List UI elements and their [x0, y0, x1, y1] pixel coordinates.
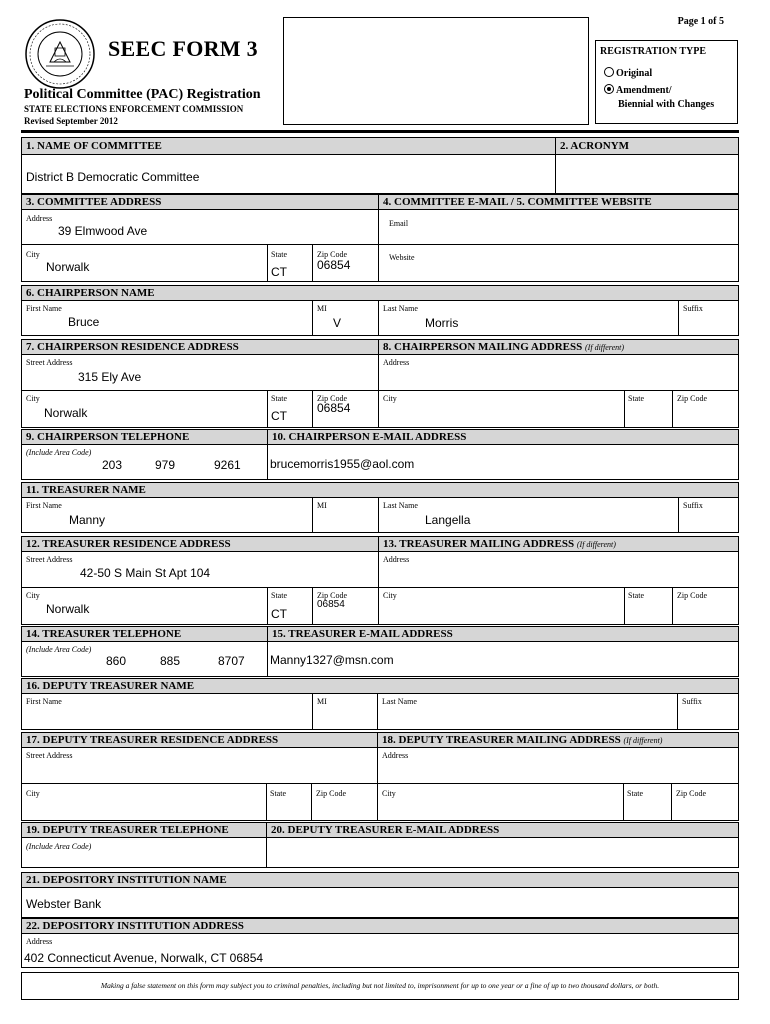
treas-phone-area: 860	[106, 654, 127, 668]
s8-note: (If different)	[585, 343, 625, 352]
s4-header	[378, 194, 739, 210]
suffix-label: Suffix	[683, 501, 703, 510]
chair-phone-field[interactable]	[21, 444, 268, 480]
committee-state-field[interactable]	[267, 244, 313, 282]
treas-state-value: CT	[271, 607, 287, 621]
zip-label: Zip Code	[677, 591, 707, 600]
treas-first-value: Manny	[69, 513, 106, 527]
treas-zip-value: 06854	[317, 599, 345, 610]
committee-address-value: 39 Elmwood Ave	[58, 224, 148, 238]
chair-last-value: Morris	[425, 316, 459, 330]
area-code-note: (Include Area Code)	[26, 645, 92, 654]
state-label: State	[628, 591, 644, 600]
treas-city-value: Norwalk	[46, 602, 90, 616]
form-subtitle: Political Committee (PAC) Registration	[24, 87, 261, 102]
deputy-first-field[interactable]	[21, 693, 313, 730]
s13-header	[378, 536, 739, 552]
original-radio[interactable]	[604, 67, 614, 77]
state-label: State	[627, 789, 643, 798]
s7-label: 7. CHAIRPERSON RESIDENCE ADDRESS	[26, 341, 239, 353]
treas-street-field[interactable]	[21, 551, 379, 588]
s8-header	[378, 339, 739, 355]
committee-city-value: Norwalk	[46, 260, 90, 274]
committee-city-field[interactable]	[21, 244, 268, 282]
treas-city-field[interactable]	[21, 587, 268, 625]
s1-header	[21, 137, 556, 155]
committee-email-field[interactable]	[378, 209, 739, 245]
s18-header	[377, 732, 739, 748]
chair-first-value: Bruce	[68, 315, 100, 329]
s7-header	[21, 339, 379, 355]
s22-header	[21, 918, 739, 934]
registration-type-title: REGISTRATION TYPE	[600, 46, 707, 57]
s16-header	[21, 678, 739, 694]
email-label: Email	[389, 219, 409, 228]
chair-state-value: CT	[271, 409, 287, 423]
s18-note: (If different)	[623, 736, 663, 745]
suffix-label: Suffix	[682, 697, 702, 706]
s13-label-wrap	[383, 537, 616, 552]
chair-state-field[interactable]	[267, 390, 313, 428]
s19-label: 19. DEPUTY TREASURER TELEPHONE	[26, 824, 229, 836]
city-label: City	[26, 250, 40, 259]
acronym-field[interactable]	[555, 154, 739, 194]
address-label: Address	[383, 555, 410, 564]
deputy-email-field[interactable]	[266, 837, 739, 868]
chair-mi-field[interactable]	[312, 300, 379, 336]
zip-label: Zip Code	[317, 394, 347, 403]
deputy-zip-field[interactable]	[311, 783, 378, 821]
s18-label: 18. DEPUTY TREASURER MAILING ADDRESS	[382, 734, 621, 746]
committee-name-value: District B Democratic Committee	[26, 170, 200, 184]
seal-logo	[24, 18, 96, 90]
s21-header	[21, 872, 739, 888]
s9-header	[21, 429, 268, 445]
first-name-label: First Name	[26, 304, 62, 313]
street-address-label: Street Address	[26, 555, 73, 564]
bank-name-field[interactable]	[21, 887, 739, 918]
state-label: State	[628, 394, 644, 403]
s2-label: 2. ACRONYM	[560, 140, 630, 152]
s11-label: 11. TREASURER NAME	[26, 484, 146, 496]
s15-label: 15. TREASURER E-MAIL ADDRESS	[272, 628, 453, 640]
chair-street-value: 315 Ely Ave	[78, 370, 142, 384]
first-name-label: First Name	[26, 697, 62, 706]
deputy-suffix-field[interactable]	[677, 693, 739, 730]
registration-type-box	[595, 40, 738, 124]
chair-zip-value: 06854	[317, 401, 351, 415]
original-label: Original	[616, 68, 653, 79]
form-title: SEEC FORM 3	[108, 36, 258, 61]
chair-mi-value: V	[333, 316, 342, 330]
last-name-label: Last Name	[382, 697, 417, 706]
s20-header	[266, 822, 739, 838]
s13-label: 13. TREASURER MAILING ADDRESS	[383, 538, 575, 550]
deputy-mail-zip-field[interactable]	[671, 783, 739, 821]
chair-suffix-field[interactable]	[678, 300, 739, 336]
revision-date: Revised September 2012	[24, 116, 118, 126]
s1-label: 1. NAME OF COMMITTEE	[26, 140, 162, 152]
option-original[interactable]	[604, 67, 652, 79]
city-label: City	[26, 789, 40, 798]
s14-header	[21, 626, 268, 642]
state-label: State	[270, 789, 286, 798]
s6-header	[21, 285, 739, 301]
deputy-last-field[interactable]	[377, 693, 678, 730]
chair-mail-city-field[interactable]	[378, 390, 625, 428]
last-name-label: Last Name	[383, 501, 418, 510]
s18-label-wrap	[382, 733, 662, 748]
s3-label: 3. COMMITTEE ADDRESS	[26, 196, 162, 208]
s8-label-wrap	[383, 340, 624, 355]
footer-warning-box	[21, 972, 739, 1000]
chair-zip-field[interactable]	[312, 390, 379, 428]
address-label: Address	[26, 937, 53, 946]
chair-city-value: Norwalk	[44, 406, 88, 420]
zip-label: Zip Code	[317, 250, 347, 259]
committee-name-field[interactable]	[21, 154, 556, 194]
deputy-mail-state-field[interactable]	[623, 783, 672, 821]
city-label: City	[383, 591, 397, 600]
last-name-label: Last Name	[383, 304, 418, 313]
s17-header	[21, 732, 378, 748]
deputy-mail-address-field[interactable]	[377, 747, 739, 784]
s13-note: (If different)	[576, 540, 616, 549]
chair-mail-state-field[interactable]	[624, 390, 673, 428]
website-label: Website	[389, 253, 415, 262]
s4-label: 4. COMMITTEE E-MAIL / 5. COMMITTEE WEBSITE	[383, 196, 652, 208]
treas-suffix-field[interactable]	[678, 497, 739, 533]
city-label: City	[26, 591, 40, 600]
zip-label: Zip Code	[317, 591, 347, 600]
s22-label: 22. DEPOSITORY INSTITUTION ADDRESS	[26, 920, 244, 932]
option-amendment[interactable]	[604, 84, 672, 96]
zip-label: Zip Code	[316, 789, 346, 798]
s20-label: 20. DEPUTY TREASURER E-MAIL ADDRESS	[271, 824, 500, 836]
deputy-phone-field[interactable]	[21, 837, 267, 868]
deputy-street-field[interactable]	[21, 747, 378, 784]
city-label: City	[383, 394, 397, 403]
treas-mail-city-field[interactable]	[378, 587, 625, 625]
treas-zip-field[interactable]	[312, 587, 379, 625]
s14-label: 14. TREASURER TELEPHONE	[26, 628, 182, 640]
s3-header	[21, 194, 379, 210]
bank-name-value: Webster Bank	[26, 897, 102, 911]
s6-label: 6. CHAIRPERSON NAME	[26, 287, 155, 299]
treas-last-field[interactable]	[378, 497, 679, 533]
mi-label: MI	[317, 501, 327, 510]
committee-state-value: CT	[271, 265, 287, 279]
agency-name: STATE ELECTIONS ENFORCEMENT COMMISSION	[24, 104, 244, 114]
mi-label: MI	[317, 304, 327, 313]
bank-address-field[interactable]	[21, 933, 739, 968]
committee-address-field[interactable]	[21, 209, 379, 245]
s10-header	[267, 429, 739, 445]
amendment-label-line2: Biennial with Changes	[618, 99, 715, 110]
treas-email-value: Manny1327@msn.com	[270, 653, 394, 667]
amendment-radio[interactable]	[604, 84, 614, 94]
treas-last-value: Langella	[425, 513, 471, 527]
chair-email-value: brucemorris1955@aol.com	[270, 457, 415, 471]
s21-label: 21. DEPOSITORY INSTITUTION NAME	[26, 874, 227, 886]
chair-street-field[interactable]	[21, 354, 379, 391]
s17-label: 17. DEPUTY TREASURER RESIDENCE ADDRESS	[26, 734, 279, 746]
deputy-mi-field[interactable]	[312, 693, 378, 730]
treas-mail-address-field[interactable]	[378, 551, 739, 588]
s9-label: 9. CHAIRPERSON TELEPHONE	[26, 431, 190, 443]
header-rule	[21, 130, 739, 133]
chair-mail-zip-field[interactable]	[672, 390, 739, 428]
address-label: Address	[382, 751, 409, 760]
area-code-note: (Include Area Code)	[26, 448, 92, 457]
s12-header	[21, 536, 379, 552]
s16-label: 16. DEPUTY TREASURER NAME	[26, 680, 195, 692]
committee-zip-field[interactable]	[312, 244, 379, 282]
page-indicator: Page 1 of 5	[677, 16, 724, 27]
chair-phone-prefix: 979	[155, 458, 176, 472]
treas-street-value: 42-50 S Main St Apt 104	[80, 566, 211, 580]
treas-phone-prefix: 885	[160, 654, 181, 668]
treas-state-field[interactable]	[267, 587, 313, 625]
first-name-label: First Name	[26, 501, 62, 510]
city-label: City	[382, 789, 396, 798]
treas-first-field[interactable]	[21, 497, 313, 533]
treas-mi-field[interactable]	[312, 497, 379, 533]
amendment-label: Amendment/	[616, 85, 672, 96]
treas-email-field[interactable]	[267, 641, 739, 677]
zip-label: Zip Code	[676, 789, 706, 798]
area-code-note: (Include Area Code)	[26, 842, 92, 851]
address-label: Address	[383, 358, 410, 367]
seal-icon	[24, 18, 96, 90]
suffix-label: Suffix	[683, 304, 703, 313]
zip-label: Zip Code	[677, 394, 707, 403]
mi-label: MI	[317, 697, 327, 706]
deputy-state-field[interactable]	[266, 783, 312, 821]
treas-phone-line: 8707	[218, 654, 245, 668]
treas-phone-field[interactable]	[21, 641, 268, 677]
city-label: City	[26, 394, 40, 403]
state-label: State	[271, 591, 287, 600]
chair-email-field[interactable]	[267, 444, 739, 480]
chair-last-field[interactable]	[378, 300, 679, 336]
committee-zip-value: 06854	[317, 258, 351, 272]
s2-header	[555, 137, 739, 155]
address-label: Address	[26, 214, 53, 223]
street-address-label: Street Address	[26, 751, 73, 760]
chair-first-field[interactable]	[21, 300, 313, 336]
s15-header	[267, 626, 739, 642]
chair-phone-area: 203	[102, 458, 123, 472]
footer-warning: Making a false statement on this form may subject you to criminal penalties, including but not limited to, imprisonment for up to one year or a fine of up to two thousand dollars, or both.	[100, 981, 660, 990]
chair-phone-line: 9261	[214, 458, 241, 472]
s12-label: 12. TREASURER RESIDENCE ADDRESS	[26, 538, 231, 550]
state-label: State	[271, 250, 287, 259]
bank-address-value: 402 Connecticut Avenue, Norwalk, CT 06854	[24, 951, 264, 965]
s19-header	[21, 822, 267, 838]
s11-header	[21, 482, 739, 498]
chair-mail-address-field[interactable]	[378, 354, 739, 391]
s10-label: 10. CHAIRPERSON E-MAIL ADDRESS	[272, 431, 467, 443]
chair-city-field[interactable]	[21, 390, 268, 428]
treas-mail-state-field[interactable]	[624, 587, 673, 625]
committee-website-field[interactable]	[378, 244, 739, 282]
street-address-label: Street Address	[26, 358, 73, 367]
treas-mail-zip-field[interactable]	[672, 587, 739, 625]
deputy-city-field[interactable]	[21, 783, 267, 821]
state-label: State	[271, 394, 287, 403]
deputy-mail-city-field[interactable]	[377, 783, 624, 821]
s8-label: 8. CHAIRPERSON MAILING ADDRESS	[383, 341, 583, 353]
office-use-box	[283, 17, 589, 125]
